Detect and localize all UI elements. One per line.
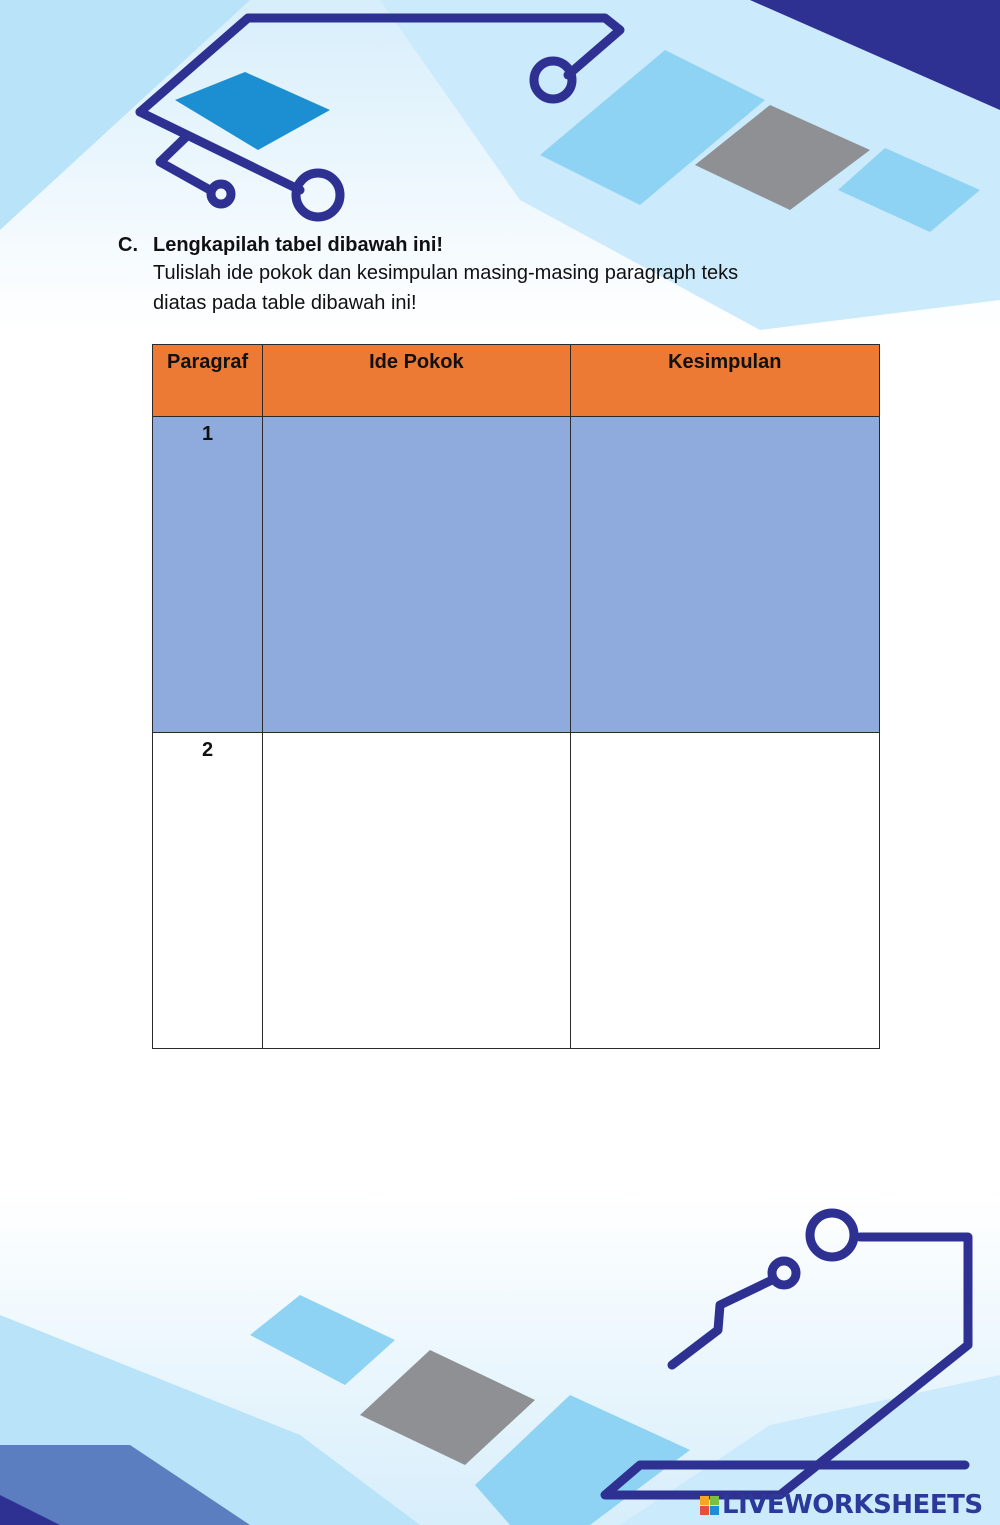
liveworksheets-logo-icon	[700, 1496, 719, 1515]
row-number: 2	[153, 733, 263, 1049]
liveworksheets-logo-text: LIVEWORKSHEETS	[722, 1490, 983, 1520]
ide-pokok-answer[interactable]	[264, 739, 568, 1047]
worksheet-table	[152, 344, 880, 1049]
table-header-row	[153, 345, 880, 417]
section-instruction	[153, 258, 878, 318]
table-row	[153, 733, 880, 1049]
header-ide-pokok: Ide Pokok	[263, 345, 570, 417]
section-letter: C.	[118, 234, 138, 256]
bottom-decoration	[0, 1195, 1000, 1525]
kesimpulan-cell[interactable]	[570, 733, 879, 1049]
row-number: 1	[153, 417, 263, 733]
instruction-line-1: Tulislah ide pokok dan kesimpulan masing-masing paragraph teks	[153, 262, 739, 284]
header-paragraf: Paragraf	[153, 345, 263, 417]
instructions-block	[118, 232, 878, 318]
kesimpulan-answer[interactable]	[572, 739, 878, 1047]
section-title: Lengkapilah tabel dibawah ini!	[153, 234, 444, 256]
kesimpulan-answer[interactable]	[572, 423, 878, 731]
section-heading	[118, 232, 878, 258]
ide-pokok-answer[interactable]	[264, 423, 568, 731]
ide-pokok-cell[interactable]	[263, 417, 570, 733]
ide-pokok-cell[interactable]	[263, 733, 570, 1049]
liveworksheets-watermark	[700, 1490, 983, 1520]
kesimpulan-cell[interactable]	[570, 417, 879, 733]
instruction-line-2: diatas pada table dibawah ini!	[153, 292, 417, 314]
table-row	[153, 417, 880, 733]
header-kesimpulan: Kesimpulan	[570, 345, 879, 417]
